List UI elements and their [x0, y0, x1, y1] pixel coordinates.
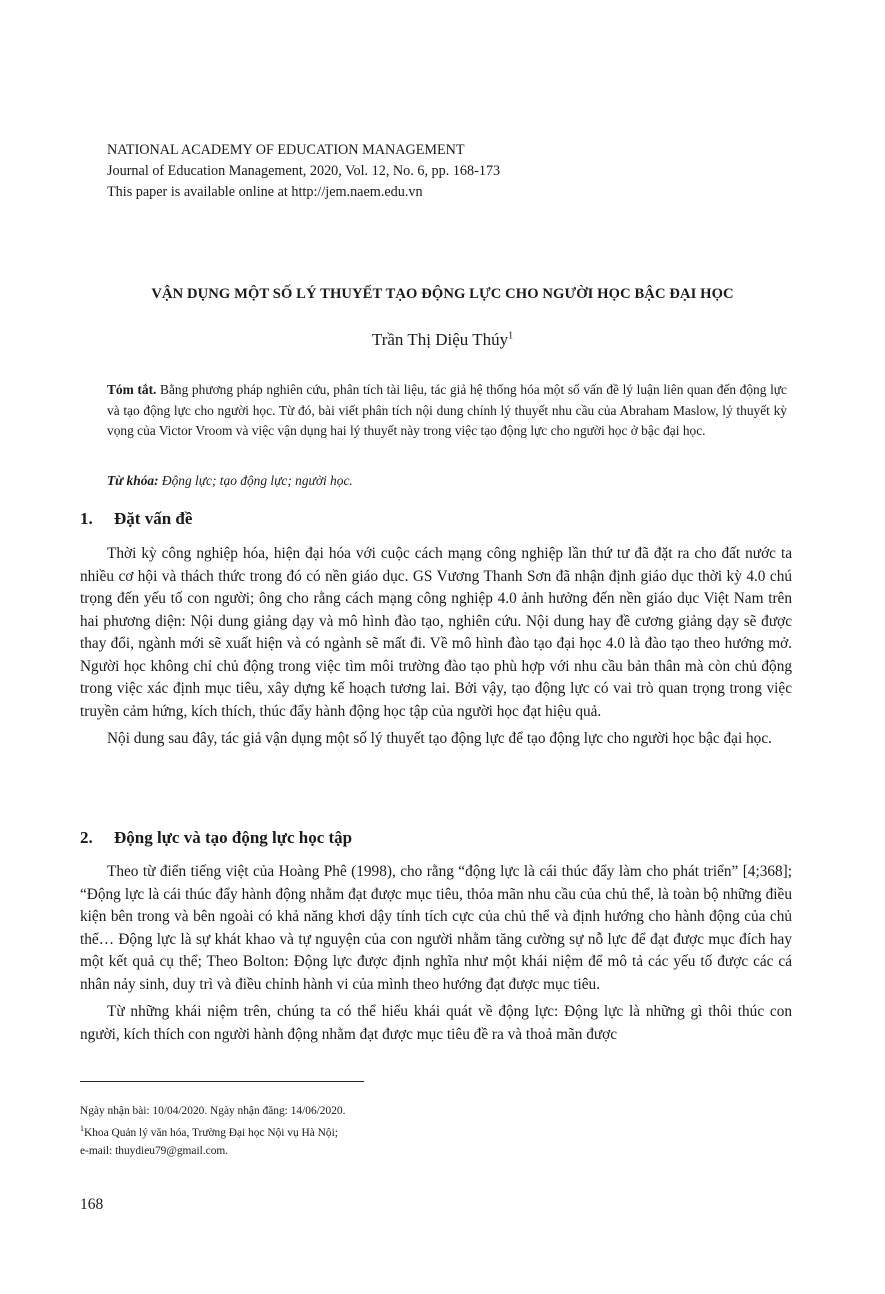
received-dates: Ngày nhận bài: 10/04/2020. Ngày nhận đăng: 14/06/2020.	[80, 1105, 346, 1117]
paragraph: Từ những khái niệm trên, chúng ta có thể hiểu khái quát về động lực: Động lực là những gì thôi thúc con người, kích thích con người hành động nhằm đạt được mục tiêu đề ra và thoả mãn được	[80, 1003, 792, 1043]
affiliation-text: Khoa Quản lý văn hóa, Trường Đại học Nội vụ Hà Nội;	[84, 1126, 338, 1139]
journal-header	[107, 140, 500, 203]
section-2-heading	[80, 828, 352, 848]
abstract-text: Bằng phương pháp nghiên cứu, phân tích tài liệu, tác giả hệ thống hóa một số vấn đề lý luận liên quan đến động lực và tạo động lực cho người học. Từ đó, bài viết phân tích nội dung chính lý thuyết nhu cầu của Abraham Maslow, lý thuyết kỳ vọng của Victor Vroom và việc vận dụng hai lý thuyết này trong việc tạo động lực cho người học ở bậc đại học.	[107, 382, 788, 438]
abstract	[107, 380, 787, 442]
author-footnote-mark: 1	[508, 330, 514, 342]
keywords-label: Từ khóa:	[107, 473, 159, 488]
abstract-label: Tóm tắt.	[107, 382, 157, 397]
author-line	[0, 330, 885, 350]
section-1-body	[80, 543, 792, 756]
journal-citation-line: Journal of Education Management, 2020, Vol. 12, No. 6, pp. 168-173	[107, 163, 501, 179]
paper-title: VẬN DỤNG MỘT SỐ LÝ THUYẾT TẠO ĐỘNG LỰC CHO NGƯỜI HỌC BẬC ĐẠI HỌC	[151, 286, 734, 302]
keywords	[107, 473, 787, 489]
paragraph: Theo từ điển tiếng việt của Hoàng Phê (1998), cho rằng “động lực là cái thúc đẩy làm cho phát triển” [4;368]; “Động lực là cái thúc đẩy hành động nhằm đạt được mục tiêu, thỏa mãn nhu cầu của chủ thể, là toàn bộ những điều kiện bên trong và bên ngoài có khả năng khơi dậy tính tích cực của chủ thể và định hướng cho hành động của chủ thể… Động lực là sự khát khao và tự nguyện của con người nhằm tăng cường sự nỗ lực để đạt được mục đích hay một kết quả cụ thể; Theo Bolton: Động lực được định nghĩa như một khái niệm để mô tả các yếu tố được các cá nhân nảy sinh, duy trì và điều chỉnh hành vi của mình theo hướng đạt được mục tiêu.	[80, 863, 792, 993]
author-name: Trần Thị Diệu Thúy	[371, 330, 509, 349]
affiliation-mark: 1	[80, 1124, 84, 1133]
paragraph: Thời kỳ công nghiệp hóa, hiện đại hóa với cuộc cách mạng công nghiệp lần thứ tư đã đặt ra cho đất nước ta nhiều cơ hội và thách thức trong đó có nền giáo dục. GS Vương Thanh Sơn đã nhận định giáo dục thời kỳ 4.0 chú trọng đến yếu tố con người; ông cho rằng cách mạng công nghiệp 4.0 ảnh hưởng đến nền giáo dục Việt Nam trên hai phương diện: Nội dung giảng dạy và mô hình đào tạo, nghiên cứu. Nội dung hay đề cương giảng dạy sẽ được thay đổi, ngành mới sẽ xuất hiện và có ngành sẽ mất đi. Về mô hình đào tạo đại học 4.0 là đào tạo theo hướng mở. Người học không chỉ chủ động trong việc tìm môi trường đào tạo phù hợp với nhu cầu bản thân mà còn chủ động trong việc xác định mục tiêu, xây dựng kế hoạch tương lai. Bởi vậy, tạo động lực có vai trò quan trọng trong việc truyền cảm hứng, kích thích, thúc đẩy hành động học tập của người học đạt hiệu quả.	[80, 545, 792, 720]
section-1-title: Đặt vấn đề	[114, 509, 193, 528]
publisher-line: NATIONAL ACADEMY OF EDUCATION MANAGEMENT	[107, 142, 465, 158]
section-2-body	[80, 861, 792, 1051]
availability-line: This paper is available online at http://jem.naem.edu.vn	[107, 184, 423, 200]
author-email: e-mail: thuydieu79@gmail.com.	[80, 1144, 229, 1157]
page-number: 168	[80, 1196, 104, 1213]
section-2-number: 2.	[80, 828, 93, 847]
affiliation-note	[80, 1120, 345, 1142]
section-1-number: 1.	[80, 509, 93, 528]
footnotes	[80, 1102, 345, 1160]
footnote-divider	[80, 1081, 364, 1082]
paragraph: Nội dung sau đây, tác giả vận dụng một số lý thuyết tạo động lực để tạo động lực cho người học bậc đại học.	[107, 730, 772, 747]
keywords-text: Động lực; tạo động lực; người học.	[161, 473, 353, 488]
section-1-heading	[80, 509, 192, 529]
section-2-title: Động lực và tạo động lực học tập	[114, 828, 353, 847]
